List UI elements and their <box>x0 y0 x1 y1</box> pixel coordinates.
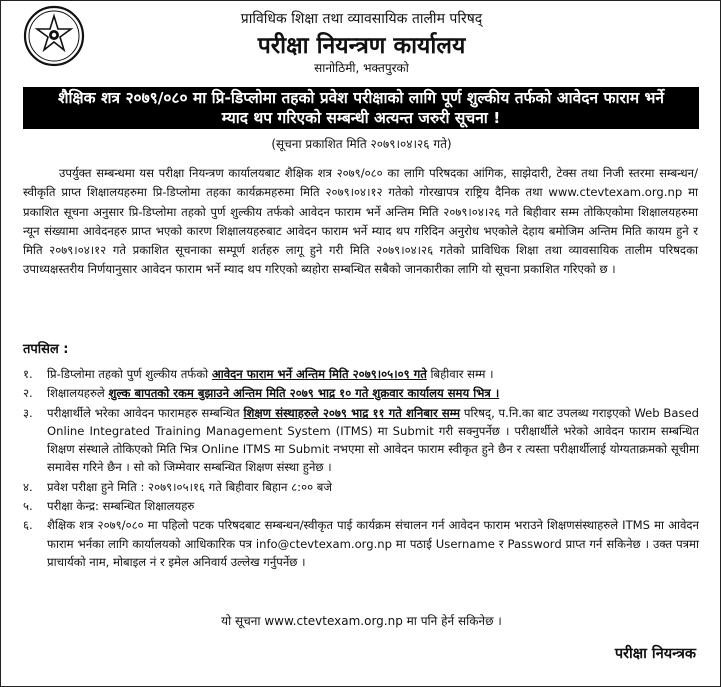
notice-title-line-2: म्याद थप गरिएको सम्बन्धी अत्यन्त जरुरी सूचना ! <box>221 109 501 127</box>
website-note: यो सूचना www.ctevtexam.org.np मा पनि हेर्न सकिनेछ । <box>221 614 502 628</box>
list-item: ३. परीक्षार्थीले भरेका आवेदन फारामहरु सम्बन्धित शिक्षण संस्थाहरुले २०७९ भाद्र ११ गते शनिबार सम्म परिषद्, प.नि.का बाट उपलब्ध गराइएको Web Based Online Integrated Training Management System (ITMS) मा Submit गरी सक्नुपर्नेछ । परीक्षार्थीले भरेको आवेदन फाराम सम्बन्धित शिक्षण संस्थाले तोकिएको मिति भित्र Online ITMS मा Submit नभएमा सो आवेदन फाराम स्वीकृत हुने छैन र त्यस्ता परीक्षार्थीलाई योग्यताक्रमको सूचीमा समावेस गरिने छैन । सो को जिम्मेवार सम्बन्धित शिक्षण संस्था हुनेछ । <box>23 405 700 475</box>
highlight-text: आवेदन फाराम भर्ने अन्तिम मिति २०७९।०५।०९ गते <box>211 367 427 381</box>
office-address: सानोठिमी, भक्तपुरको <box>314 61 409 75</box>
notice-body-text: उपर्युक्त सम्बन्धमा यस परीक्षा नियन्त्रण कार्यालयबाट शैक्षिक शत्र २०७९/०८० का लागि परिषदका आंगिक, साझेदारी, टेक्स तथा निजी स्तरमा सम्बन्धन/स्वीकृति प्राप्त शिक्षालयहरुमा प्रि-डिप्लोमा तहका कार्यक्रमहरुमा मिति २०७९।०४।१२ गतेको गोरखापत्र राष्ट्रिय दैनिक तथा www.ctevtexam.org.np मा प्रकाशित सूचना अनुसार प्रि-डिप्लोमा तहको पुर्ण शुल्कीय तर्फको आवेदन फाराम भर्ने अन्तिम मिति २०७९।०४।२६ गते बिहीवार सम्म तोकिएकोमा शिक्षालयहरुमा न्यून संख्यामा आवेदनहरु प्राप्त भएको कारण शिक्षालयहरुबाट आवेदन फाराम भर्ने म्याद थप गरिदिन अनुरोध भएकोले देहाय बमोजिम अन्तिम मिति कायम हुने र मिति २०७९।०४।१२ गते प्रकाशित सूचनाका सम्पूर्ण शर्तहरु लागू हुने गरी मिति २०७९।०४।२६ गतेको प्राविधिक शिक्षा तथा व्यावसायिक तालीम परिषदका उपाध्यक्षस्तरीय निर्णयानुसार आवेदन फाराम भर्ने म्याद थप गरिएको ब्यहोरा सम्बन्धित सबैको जानकारीका लागि यो सूचना प्रकाशित गरिएको छ । <box>23 166 698 277</box>
list-item: ६. शैक्षिक शत्र २०७९/०८० मा पहिलो पटक परिषदबाट सम्बन्धन/स्वीकृत पाई कार्यक्रम संचालन गर्न आवेदन फाराम भराउने शिक्षणसंस्थाहरुले ITMS मा आवेदन फाराम भर्नका लागि कार्यालयको आधिकारिक पत्र info@ctevtexam.org.np मा पठाई Username र Password प्राप्त गर्न सकिनेछ । उक्त पत्रमा प्राचार्यको नाम, मोबाइल नं र इमेल अनिवार्य उल्लेख गर्नुपर्नेछ । <box>23 518 699 569</box>
list-item: ५. परीक्षा केन्द्र: सम्बन्धित शिक्षालयहरु <box>23 499 195 514</box>
list-item: २. शिक्षालयहरुले शुल्क बापतको रकम बुझाउने अन्तिम मिति २०७९ भाद्र १० गते शुक्रवार कार्यालय समय भित्र । <box>23 386 500 401</box>
office-name: परीक्षा नियन्त्रण कार्यालय <box>257 33 466 59</box>
notice-title <box>23 87 699 129</box>
highlight-text: शुल्क बापतको रकम बुझाउने अन्तिम मिति २०७९ भाद्र १० गते शुक्रवार कार्यालय समय भित्र । <box>108 386 500 401</box>
list-item: ४. प्रवेश परीक्षा हुने मिति : २०७९।०५।१६ गते बिहीवार बिहान ८:०० बजे <box>23 479 333 494</box>
publish-date: (सूचना प्रकाशित मिति २०७९।०४।२६ गते) <box>271 137 452 151</box>
council-name: प्राविधिक शिक्षा तथा व्यावसायिक तालीम परिषद् <box>240 11 483 27</box>
notice-body <box>23 164 698 280</box>
details-list <box>23 365 699 572</box>
signatory: परीक्षा नियन्त्रक <box>614 646 696 662</box>
list-item: १. प्रि-डिप्लोमा तहको पुर्ण शुल्कीय तर्फको आवेदन फाराम भर्ने अन्तिम मिति २०७९।०५।०९ गते बिहीवार सम्म । <box>23 367 494 381</box>
highlight-text: शिक्षण संस्थाहरुले २०७९ भाद्र ११ गते शनिबार सम्म <box>243 405 461 420</box>
notice-title-line-1: शैक्षिक शत्र २०७९/०८० मा प्रि-डिप्लोमा तहको प्रवेश परीक्षाको लागि पूर्ण शुल्कीय तर्फको आवेदन फाराम भर्ने <box>58 89 664 107</box>
details-heading: तपसिल : <box>23 342 69 357</box>
